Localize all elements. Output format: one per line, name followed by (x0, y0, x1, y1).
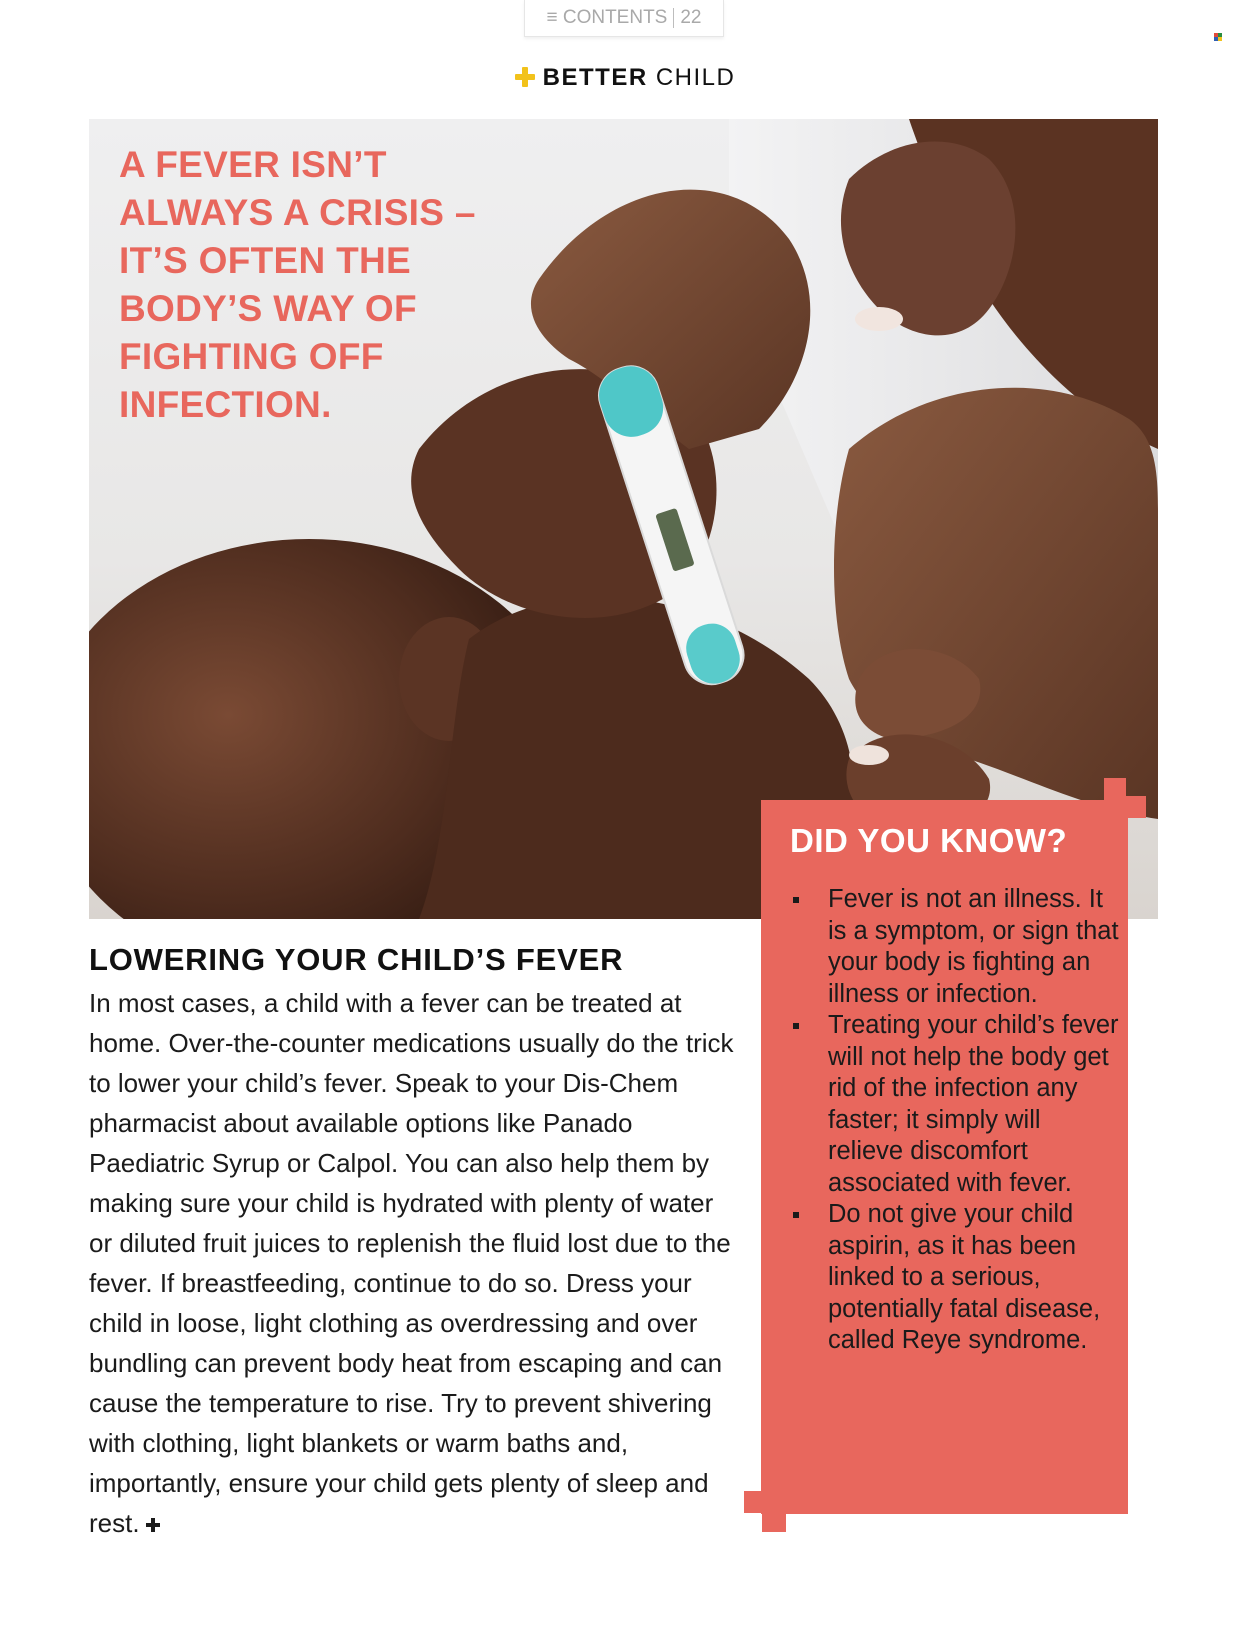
list-item-text: Fever is not an illness. It is a symptom, or sign that your body is fighting an illness or infection. (828, 885, 1119, 1008)
hero-photo (89, 119, 1158, 919)
did-you-know-panel (761, 800, 1128, 1514)
article-body-text: In most cases, a child with a fever can be treated at home. Over-the-counter medications usually do the trick to lower your child’s fever. Speak to your Dis-Chem pharmacist about available options like Panado Paediatric Syrup or Calpol. You can also help them by making sure your child is hydrated with plenty of water or diluted fruit juices to replenish the fluid lost due to the fever. If breastfeeding, continue to do so. Dress your child in loose, light clothing as overdressing and over bundling can prevent body heat from escaping and can cause the temperature to rise. Try to prevent shivering with clothing, light blankets or warm baths and, importantly, ensure your child gets plenty of sleep and rest. (89, 988, 734, 1538)
list-item (761, 1199, 1121, 1357)
plus-icon (515, 67, 535, 87)
section-label-regular: CHILD (655, 64, 736, 91)
color-registration-icon (1214, 33, 1222, 41)
list-item-text: Treating your child’s fever will not help the body get rid of the infection any faster; it simply will relieve discomfort associated with fever. (828, 1011, 1119, 1197)
did-you-know-list (761, 884, 1121, 1357)
bullet-icon (793, 897, 799, 903)
page-number: 22 (680, 7, 702, 28)
article-title: LOWERING YOUR CHILD’S FEVER (89, 942, 624, 977)
divider (673, 8, 674, 28)
list-item-text: Do not give your child aspirin, as it has been linked to a serious, potentially fatal disease, called Reye syndrome. (828, 1200, 1101, 1354)
did-you-know-title: DID YOU KNOW? (790, 822, 1068, 859)
section-header (0, 64, 1250, 92)
end-of-article-icon (146, 1518, 160, 1532)
bullet-icon (793, 1023, 799, 1029)
section-label-bold: BETTER (542, 64, 648, 91)
list-item (761, 1010, 1121, 1199)
contents-label: ≡ CONTENTS (546, 7, 668, 28)
list-item (761, 884, 1121, 1010)
panel-accent (762, 1500, 786, 1532)
pull-quote: A FEVER ISN’T ALWAYS A CRISIS – IT’S OFTEN THE BODY’S WAY OF FIGHTING OFF INFECTION. (119, 144, 476, 425)
contents-button[interactable] (524, 0, 724, 37)
article-body (89, 983, 739, 1543)
bullet-icon (793, 1212, 799, 1218)
